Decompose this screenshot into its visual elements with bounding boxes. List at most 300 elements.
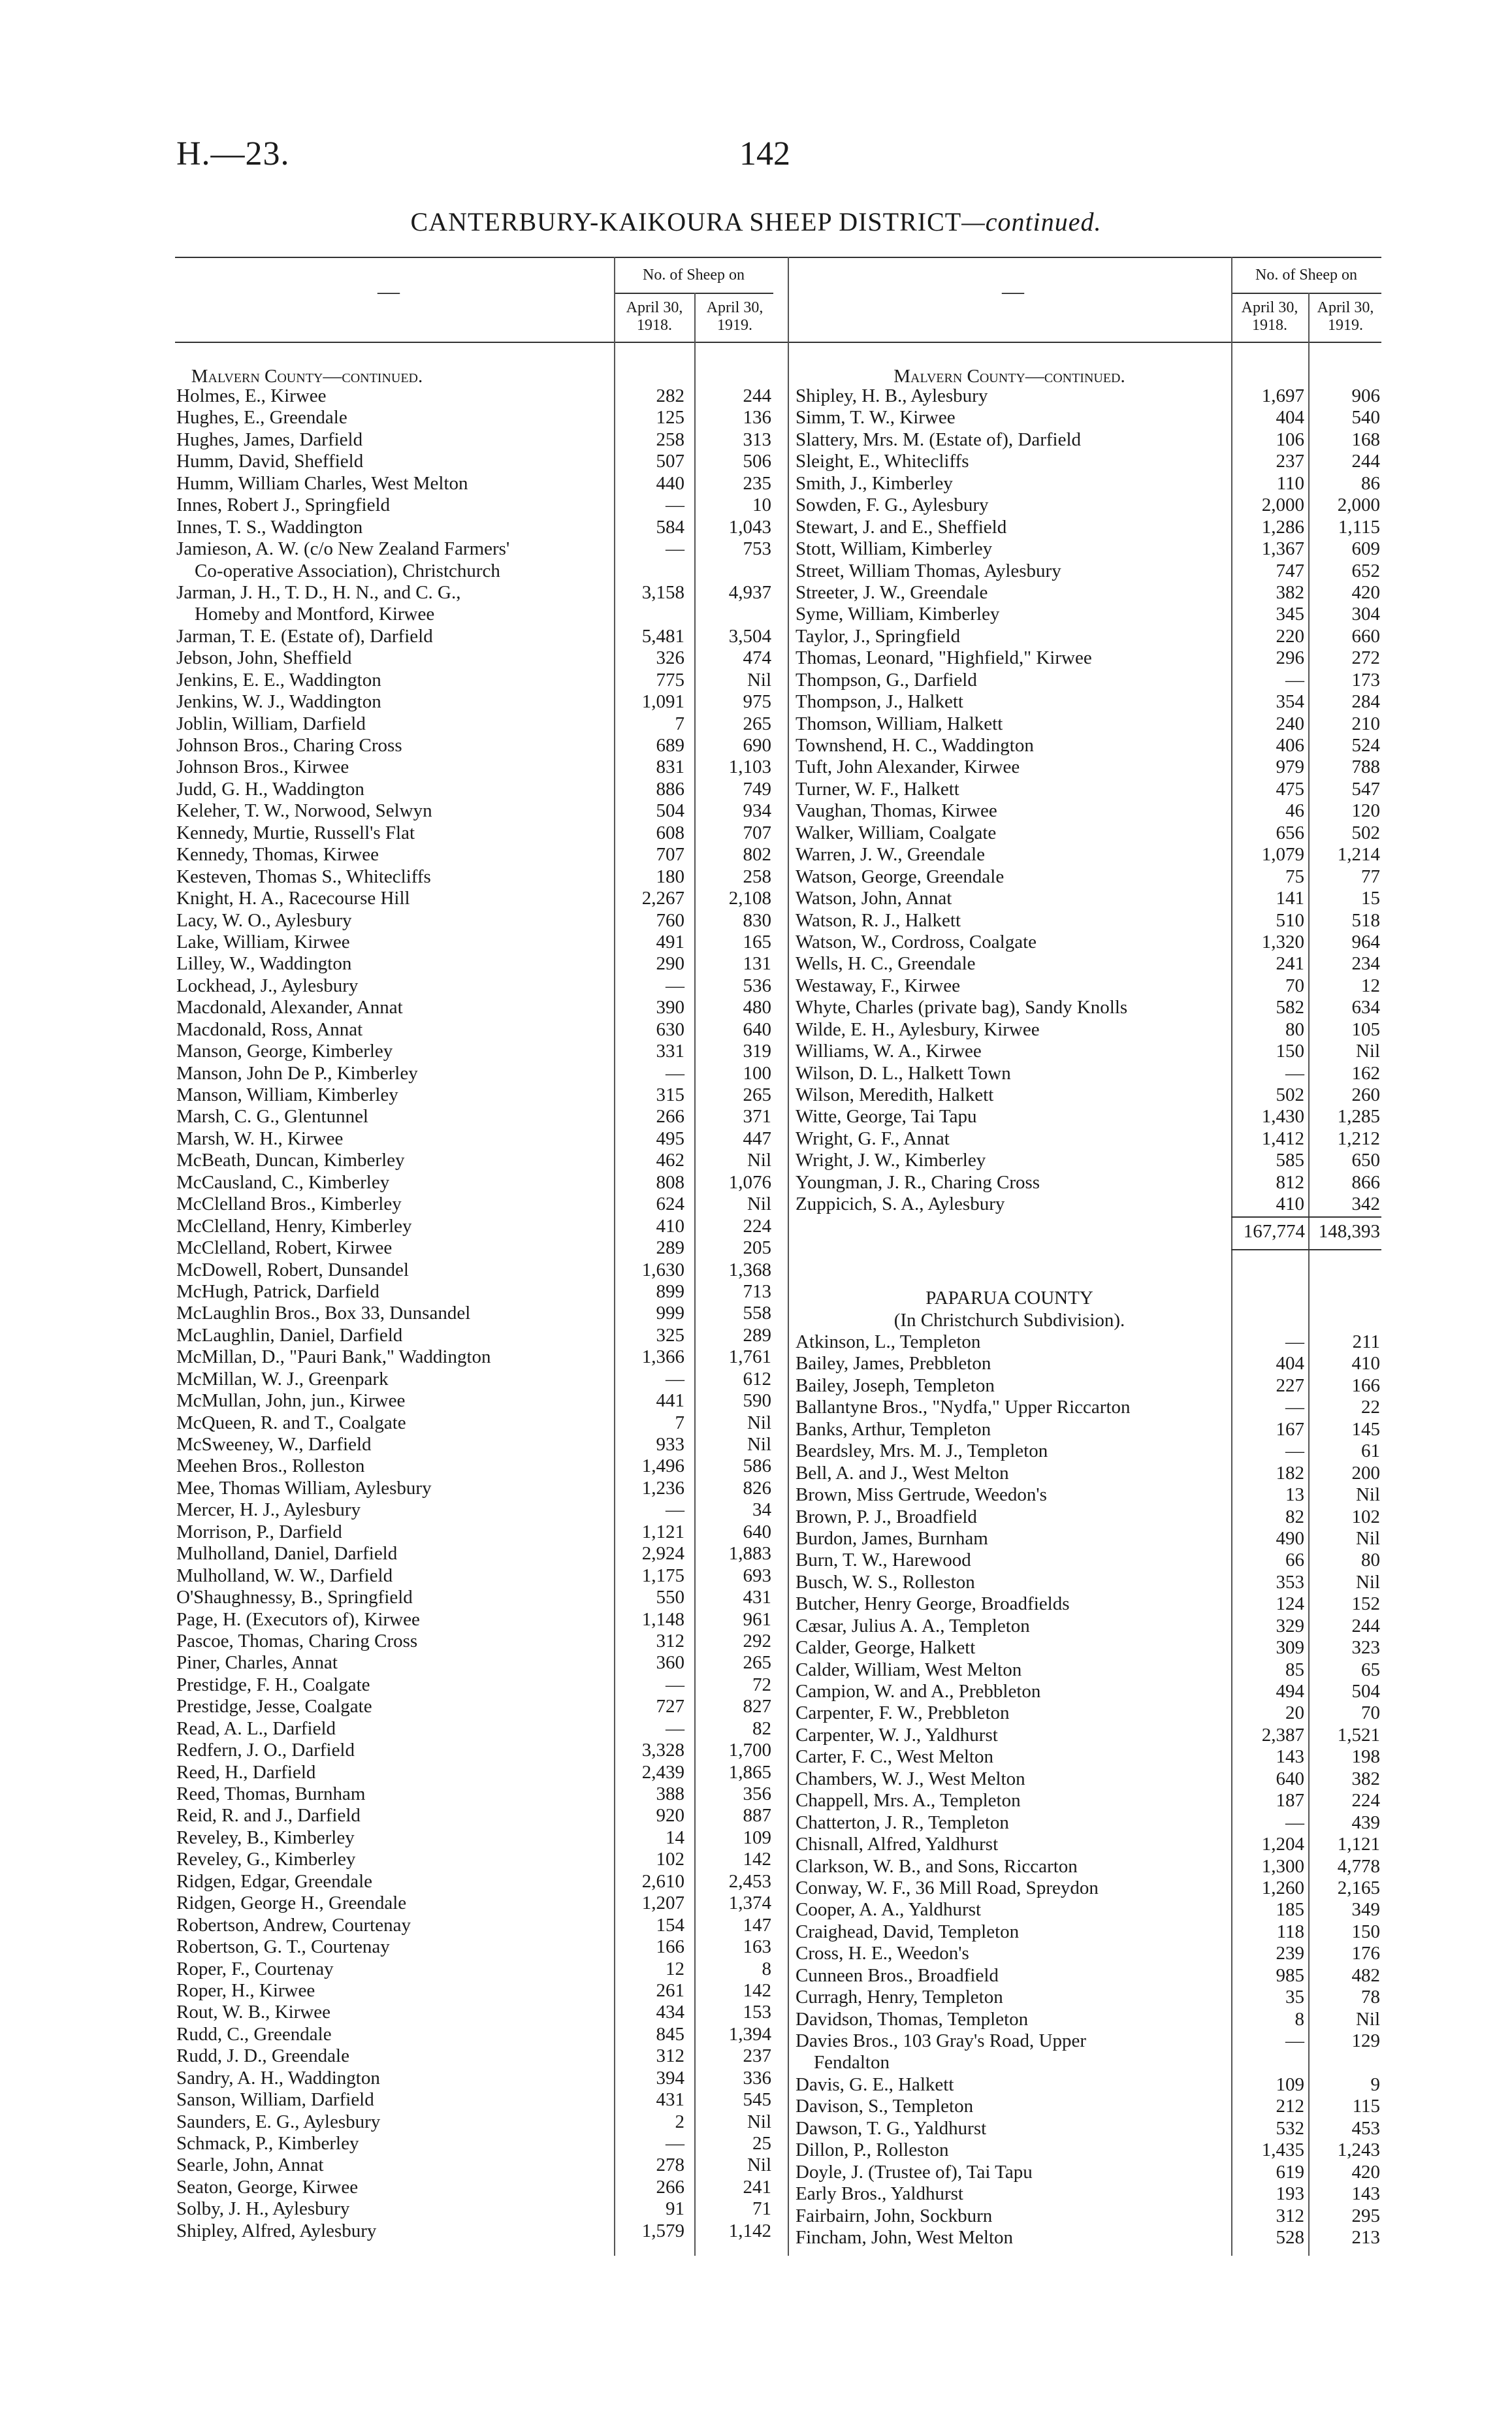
table-row <box>176 429 774 451</box>
row-name: Fairbairn, John, Sockburn <box>796 2205 993 2226</box>
sheep-1919: 420 <box>1351 2161 1380 2183</box>
sheep-1918: 289 <box>656 1237 684 1259</box>
row-name: McMillan, W. J., Greenpark <box>176 1368 389 1390</box>
row-name: Wright, G. F., Annat <box>796 1128 950 1149</box>
row-name: Macdonald, Ross, Annat <box>176 1018 363 1040</box>
sheep-1919: 2,165 <box>1337 1877 1380 1898</box>
sheep-1919: 652 <box>1351 560 1380 581</box>
sheep-1919: 258 <box>743 866 771 887</box>
sheep-1918: 608 <box>656 822 684 843</box>
sheep-1919: 265 <box>743 1084 771 1105</box>
page-number: 142 <box>739 135 790 172</box>
sheep-1918: 1,260 <box>1261 1877 1304 1898</box>
sheep-1919: 272 <box>1351 647 1380 669</box>
sheep-1919: 1,883 <box>728 1543 771 1565</box>
sheep-1919: 10 <box>752 495 771 516</box>
sheep-1919: 100 <box>743 1062 771 1084</box>
table-row <box>796 670 1381 691</box>
sheep-1919: 1,368 <box>728 1259 771 1280</box>
sheep-1918: 640 <box>1276 1768 1304 1789</box>
table-row <box>176 495 774 516</box>
sheep-1919: 410 <box>1351 1353 1380 1374</box>
sheep-1919: Nil <box>747 669 771 691</box>
sheep-1919: 371 <box>743 1106 771 1128</box>
table-row <box>176 779 774 800</box>
row-name: Sandry, A. H., Waddington <box>176 2067 380 2089</box>
row-name: Macdonald, Alexander, Annat <box>176 997 403 1018</box>
table-row <box>796 1987 1381 2008</box>
row-name: Jebson, John, Sheffield <box>176 647 352 669</box>
row-name: Calder, George, Halkett <box>796 1637 976 1659</box>
sheep-1918: 1,207 <box>641 1893 684 1914</box>
sheep-1918: 46 <box>1285 800 1304 822</box>
sheep-1918: 1,435 <box>1261 2139 1304 2161</box>
sheep-1918: 266 <box>656 1106 684 1128</box>
sheep-1919: Nil <box>1355 1041 1380 1062</box>
row-name: Brown, Miss Gertrude, Weedon's <box>796 1484 1047 1506</box>
sheep-1919: 2,000 <box>1337 495 1380 516</box>
sheep-1918: 985 <box>1276 1964 1304 1986</box>
sheep-1919: Nil <box>1355 1527 1380 1549</box>
sheep-1919: 612 <box>743 1368 771 1390</box>
sheep-1918: 5,481 <box>641 625 684 647</box>
sheep-1918: 241 <box>1276 953 1304 975</box>
sheep-1918: 475 <box>1276 778 1304 800</box>
page-title <box>0 206 1512 237</box>
sheep-1918: 282 <box>656 385 684 406</box>
sheep-1918: 831 <box>656 756 684 778</box>
table-row <box>176 1740 774 1761</box>
sheep-1918: 747 <box>1276 560 1304 581</box>
sheep-1919: 356 <box>743 1783 771 1804</box>
sheep-1919: 586 <box>743 1455 771 1477</box>
table-row <box>176 1478 774 1499</box>
sheep-1919: 342 <box>1351 1194 1380 1215</box>
sheep-1919: 213 <box>1351 2226 1380 2248</box>
row-name: Thompson, J., Halkett <box>796 691 963 713</box>
table-row <box>796 1768 1381 1790</box>
sheep-1919: 1,212 <box>1337 1128 1380 1149</box>
sheep-1918: 296 <box>1276 647 1304 669</box>
row-name: Lockhead, J., Aylesbury <box>176 975 359 996</box>
sheep-1919: 545 <box>743 2089 771 2111</box>
sheep-1918: 528 <box>1276 2226 1304 2248</box>
table-row <box>176 888 774 909</box>
row-name: Watson, R. J., Halkett <box>796 909 961 931</box>
sheep-1918: 1,579 <box>641 2220 684 2241</box>
row-name: Lilley, W., Waddington <box>176 953 352 975</box>
table-row <box>796 517 1381 538</box>
row-name: Mercer, H. J., Aylesbury <box>176 1499 361 1521</box>
table-row <box>796 2052 1381 2073</box>
table-row <box>796 1725 1381 1746</box>
sheep-1919: 1,865 <box>728 1761 771 1783</box>
sheep-1919: 753 <box>743 538 771 560</box>
row-name: McLaughlin, Daniel, Darfield <box>176 1324 403 1346</box>
row-name: Mulholland, Daniel, Darfield <box>176 1543 398 1565</box>
table-row <box>176 1412 774 1434</box>
row-name: Vaughan, Thomas, Kirwee <box>796 800 997 822</box>
row-name: Fincham, John, West Melton <box>796 2226 1014 2248</box>
table-row <box>796 1331 1381 1353</box>
row-name: McQueen, R. and T., Coalgate <box>176 1412 406 1433</box>
table-row <box>796 538 1381 560</box>
sheep-1919: 115 <box>1352 2096 1380 2117</box>
paparua-subheading: (In Christchurch Subdivision). <box>893 1310 1125 1331</box>
table-row <box>176 691 774 713</box>
table-row <box>796 495 1381 516</box>
row-name: Street, William Thomas, Aylesbury <box>796 560 1061 581</box>
sheep-1918: 3,328 <box>641 1740 684 1761</box>
sheep-1918: 237 <box>1276 451 1304 472</box>
table-row <box>176 866 774 888</box>
sheep-1918: 532 <box>1276 2117 1304 2139</box>
sheep-1919: 1,761 <box>728 1346 771 1368</box>
sheep-1918: — <box>666 975 684 996</box>
table-row <box>796 1593 1381 1615</box>
sheep-1918: 141 <box>1276 888 1304 909</box>
row-name: Hughes, E., Greendale <box>176 407 347 429</box>
row-name: Innes, T. S., Waddington <box>176 516 363 538</box>
sheep-1918: 933 <box>656 1434 684 1455</box>
sheep-1919: 713 <box>743 1280 771 1302</box>
table-row <box>176 2089 774 2111</box>
row-name: Reveley, B., Kimberley <box>176 1827 355 1848</box>
table-row <box>796 1856 1381 1878</box>
sheep-1918: 406 <box>1276 735 1304 756</box>
sheep-1918: — <box>1285 669 1304 691</box>
table-row <box>176 1915 774 1936</box>
sheep-1918: 110 <box>1276 472 1304 494</box>
table-row <box>796 1528 1381 1550</box>
row-name: Townshend, H. C., Waddington <box>796 735 1034 756</box>
row-name: Read, A. L., Darfield <box>176 1717 336 1739</box>
table-row <box>796 1812 1381 1834</box>
sheep-1918: 227 <box>1276 1374 1304 1396</box>
sheep-1919: 71 <box>752 2198 771 2220</box>
sheep-1919: 826 <box>743 1477 771 1499</box>
row-name: Zuppicich, S. A., Aylesbury <box>796 1194 1005 1215</box>
sheep-1919: 9 <box>1370 2073 1380 2095</box>
sheep-1919: 558 <box>743 1303 771 1324</box>
row-name: Westaway, F., Kirwee <box>796 975 960 996</box>
table-row <box>796 1128 1381 1150</box>
sheep-1918: 102 <box>656 1849 684 1870</box>
title-main: CANTERBURY-KAIKOURA SHEEP DISTRICT <box>410 207 962 236</box>
sheep-1919: 153 <box>743 2002 771 2023</box>
sheep-1919: 660 <box>1351 625 1380 647</box>
row-name: Wright, J. W., Kimberley <box>796 1150 986 1171</box>
table-row <box>796 451 1381 472</box>
row-name: Humm, David, Sheffield <box>176 451 364 472</box>
row-name: Sanson, William, Darfield <box>176 2089 374 2111</box>
row-name: Walker, William, Coalgate <box>796 822 997 843</box>
sheep-1918: — <box>1285 1812 1304 1833</box>
row-name: Banks, Arthur, Templeton <box>796 1418 991 1440</box>
sheep-1919: 1,243 <box>1337 2139 1380 2161</box>
sheep-1918: 2,000 <box>1261 495 1304 516</box>
sheep-1918: 80 <box>1285 1018 1304 1040</box>
sheep-1918: 404 <box>1276 1353 1304 1374</box>
sheep-1918: 585 <box>1276 1150 1304 1171</box>
sheep-1919: Nil <box>747 2155 771 2176</box>
totals-bottom-rule <box>1231 1249 1381 1250</box>
row-name: Burdon, James, Burnham <box>796 1527 988 1549</box>
row-name: Thomson, William, Halkett <box>796 713 1003 734</box>
table-row <box>176 756 774 778</box>
sheep-1918: 1,697 <box>1261 385 1304 406</box>
sheep-1919: 224 <box>743 1215 771 1237</box>
paparua-rows <box>796 1331 1381 2249</box>
table-row <box>176 2068 774 2089</box>
table-row <box>176 1390 774 1412</box>
sheep-1919: 82 <box>752 1717 771 1739</box>
table-row <box>796 561 1381 582</box>
table-row <box>176 538 774 560</box>
row-name: Turner, W. F., Halkett <box>796 778 959 800</box>
sheep-1919: 540 <box>1351 407 1380 429</box>
table-row <box>796 1375 1381 1397</box>
row-name: Rudd, J. D., Greendale <box>176 2045 349 2067</box>
sheep-1919: 3,504 <box>728 625 771 647</box>
row-name: McClelland, Henry, Kimberley <box>176 1215 412 1237</box>
sheep-1918: 312 <box>656 2045 684 2067</box>
sheep-1918: 899 <box>656 1280 684 1302</box>
sheep-1919: 22 <box>1361 1397 1380 1418</box>
total-1919: 148,393 <box>1318 1221 1380 1242</box>
sheep-1918: 886 <box>656 778 684 800</box>
row-name: Pascoe, Thomas, Charing Cross <box>176 1630 418 1651</box>
sheep-1919: 292 <box>743 1630 771 1651</box>
sheep-1919: 323 <box>1351 1637 1380 1659</box>
table-row <box>796 1194 1381 1215</box>
row-name: Mulholland, W. W., Darfield <box>176 1565 393 1586</box>
row-name: Ballantyne Bros., "Nydfa," Upper Riccarton <box>796 1397 1131 1418</box>
sheep-1919: 866 <box>1351 1171 1380 1193</box>
total-1918: 167,774 <box>1243 1221 1305 1242</box>
table-row <box>796 407 1381 429</box>
sheep-1919: 224 <box>1351 1790 1380 1812</box>
sheep-1918: 220 <box>1276 625 1304 647</box>
sheep-1918: 689 <box>656 735 684 756</box>
table-row <box>796 2139 1381 2161</box>
left-section-heading: Malvern County—continued. <box>191 366 423 387</box>
sheep-1918: 404 <box>1276 407 1304 429</box>
table-row <box>796 975 1381 997</box>
sheep-1919: 34 <box>752 1499 771 1521</box>
table-row <box>176 473 774 495</box>
row-name: Davison, S., Templeton <box>796 2096 974 2117</box>
page-code: H.—23. <box>176 135 290 172</box>
row-name: Watson, W., Cordross, Coalgate <box>796 931 1037 952</box>
sheep-1919: 830 <box>743 909 771 931</box>
row-name: Ridgen, George H., Greendale <box>176 1893 407 1914</box>
row-name: Atkinson, L., Templeton <box>796 1331 981 1352</box>
row-name: Davis, G. E., Halkett <box>796 2073 954 2095</box>
row-name: Robertson, G. T., Courtenay <box>176 1936 390 1958</box>
table-row <box>176 1499 774 1521</box>
sheep-1918: 239 <box>1276 1943 1304 1964</box>
row-name: Jenkins, E. E., Waddington <box>176 669 381 691</box>
table-row <box>796 1899 1381 1921</box>
sheep-1919: 827 <box>743 1696 771 1717</box>
row-name: Manson, George, Kimberley <box>176 1041 393 1062</box>
sheep-1919: Nil <box>1355 2008 1380 2030</box>
sheep-1918: 1,430 <box>1261 1106 1304 1128</box>
row-name: Busch, W. S., Rolleston <box>796 1571 975 1593</box>
table-row <box>176 1216 774 1237</box>
table-row <box>796 1172 1381 1194</box>
sheep-1919: 210 <box>1351 713 1380 734</box>
row-name: McHugh, Patrick, Darfield <box>176 1280 379 1302</box>
table-row <box>796 473 1381 495</box>
row-name: Mee, Thomas William, Aylesbury <box>176 1477 432 1499</box>
sheep-1919: 304 <box>1351 604 1380 625</box>
row-name: McSweeney, W., Darfield <box>176 1434 372 1455</box>
row-name: Reid, R. and J., Darfield <box>176 1805 361 1827</box>
table-row <box>796 1106 1381 1128</box>
row-name: Carter, F. C., West Melton <box>796 1746 993 1768</box>
sheep-1919: 640 <box>743 1018 771 1040</box>
row-name: Stott, William, Kimberley <box>796 538 993 560</box>
sheep-1918: 1,496 <box>641 1455 684 1477</box>
row-name: Fendalton <box>814 2052 890 2073</box>
table-row <box>176 1150 774 1171</box>
sheep-1919: 482 <box>1351 1964 1380 1986</box>
sheep-1919: 4,778 <box>1337 1855 1380 1877</box>
sheep-1919: 265 <box>743 1652 771 1674</box>
sheep-1918: 261 <box>656 1979 684 2001</box>
table-row <box>176 582 774 604</box>
row-name: Cross, H. E., Weedon's <box>796 1943 969 1964</box>
row-name: Wells, H. C., Greendale <box>796 953 976 975</box>
table-row <box>176 1543 774 1565</box>
row-name: Stewart, J. and E., Sheffield <box>796 516 1007 538</box>
table-row <box>796 1834 1381 1855</box>
table-row <box>176 997 774 1018</box>
sheep-1918: 124 <box>1276 1593 1304 1615</box>
table-row <box>176 1936 774 1958</box>
table-row <box>796 1063 1381 1084</box>
sheep-1919: 244 <box>1351 1615 1380 1636</box>
left-group-header: No. of Sheep on <box>643 267 745 284</box>
row-name: Watson, George, Greendale <box>796 866 1005 887</box>
table-row <box>796 1440 1381 1462</box>
table-row <box>796 1572 1381 1593</box>
left-dash-header: — <box>378 280 400 304</box>
sheep-1919: 1,103 <box>728 756 771 778</box>
sheep-1918: 143 <box>1276 1746 1304 1768</box>
row-name: Carpenter, F. W., Prebbleton <box>796 1702 1010 1724</box>
row-name: Reed, Thomas, Burnham <box>176 1783 366 1804</box>
table-row <box>176 1084 774 1106</box>
table-row <box>796 953 1381 975</box>
table-row <box>176 844 774 866</box>
table-row <box>176 1260 774 1281</box>
sheep-1918: — <box>1285 1062 1304 1084</box>
sheep-1918: 329 <box>1276 1615 1304 1636</box>
row-name: Early Bros., Yaldhurst <box>796 2183 963 2205</box>
sheep-1918: 550 <box>656 1587 684 1608</box>
row-name: Rout, W. B., Kirwee <box>176 2002 331 2023</box>
table-row <box>796 1965 1381 1987</box>
table-row <box>176 1019 774 1041</box>
row-name: Prestidge, F. H., Coalgate <box>176 1674 370 1695</box>
table-row <box>176 2133 774 2155</box>
table-row <box>176 1783 774 1805</box>
sheep-1918: 166 <box>656 1936 684 1958</box>
sheep-1919: 289 <box>743 1324 771 1346</box>
sheep-1918: 106 <box>1276 429 1304 450</box>
table-row <box>176 626 774 647</box>
table-row <box>176 1369 774 1390</box>
right-section-heading: Malvern County—continued. <box>893 366 1125 387</box>
sheep-1918: 66 <box>1285 1550 1304 1571</box>
table-row <box>176 1128 774 1150</box>
sheep-1919: 152 <box>1351 1593 1380 1615</box>
table-row <box>176 2177 774 2198</box>
table-row <box>796 1616 1381 1637</box>
sheep-1919: 145 <box>1351 1418 1380 1440</box>
sheep-1919: 650 <box>1351 1150 1380 1171</box>
table-row <box>796 997 1381 1018</box>
sheep-1919: 336 <box>743 2067 771 2089</box>
sheep-1919: 693 <box>743 1565 771 1586</box>
row-name: Wilson, Meredith, Halkett <box>796 1084 994 1105</box>
sheep-1919: 168 <box>1351 429 1380 450</box>
sheep-1918: 1,091 <box>641 691 684 713</box>
table-row <box>176 1609 774 1631</box>
sheep-1918: 507 <box>656 451 684 472</box>
table-row <box>176 822 774 844</box>
sheep-1918: 584 <box>656 516 684 538</box>
table-row <box>176 1434 774 1455</box>
sheep-1919: 235 <box>743 472 771 494</box>
sheep-1919: 241 <box>743 2176 771 2198</box>
right-col1-header: April 30, 1918. <box>1241 299 1298 334</box>
table-row <box>176 735 774 756</box>
row-name: Thompson, G., Darfield <box>796 669 977 691</box>
table-row <box>176 953 774 975</box>
table-row <box>176 800 774 822</box>
sheep-1919: 244 <box>743 385 771 406</box>
row-name: Piner, Charles, Annat <box>176 1652 338 1674</box>
sheep-1919: 4,937 <box>728 581 771 603</box>
table-row <box>796 1943 1381 1964</box>
table-row <box>176 1805 774 1827</box>
table-row <box>176 2045 774 2067</box>
table-row <box>176 670 774 691</box>
left-column-rows <box>176 385 774 2242</box>
sheep-1918: 502 <box>1276 1084 1304 1105</box>
sheep-1919: 420 <box>1351 581 1380 603</box>
sheep-1918: 82 <box>1285 1506 1304 1527</box>
sheep-1919: 166 <box>1351 1374 1380 1396</box>
table-row <box>796 385 1381 407</box>
sheep-1918: 167 <box>1276 1418 1304 1440</box>
table-row <box>796 626 1381 647</box>
sheep-1919: 15 <box>1361 888 1380 909</box>
sheep-1919: 131 <box>743 953 771 975</box>
row-name: Burn, T. W., Harewood <box>796 1550 971 1571</box>
table-row <box>176 1893 774 1914</box>
table-row <box>796 2030 1381 2052</box>
table-row <box>176 1041 774 1062</box>
table-row <box>176 1346 774 1368</box>
sheep-1919: 234 <box>1351 953 1380 975</box>
row-name: Thomas, Leonard, "Highfield," Kirwee <box>796 647 1092 669</box>
sheep-1919: 142 <box>743 1849 771 1870</box>
